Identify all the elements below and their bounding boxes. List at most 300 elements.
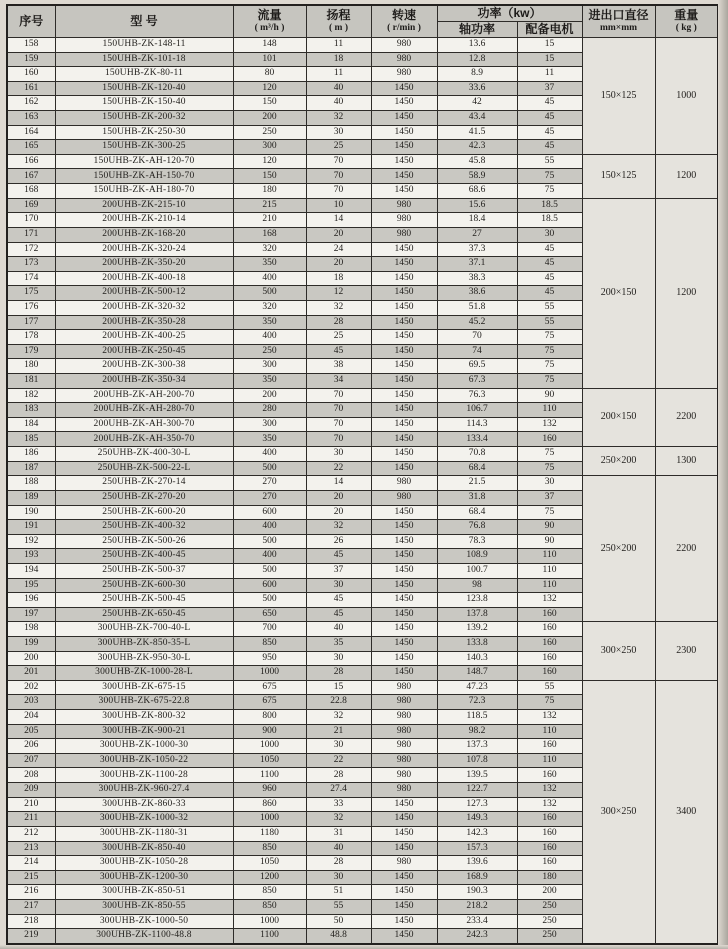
- model-cell: 300UHB-ZK-1050-28: [55, 856, 233, 871]
- speed-cell: 1450: [371, 242, 437, 257]
- motor-cell: 15: [517, 38, 582, 53]
- model-cell: 300UHB-ZK-700-40-L: [55, 622, 233, 637]
- serial-cell: 171: [7, 227, 55, 242]
- shaft-power-cell: 45.2: [437, 315, 517, 330]
- serial-cell: 195: [7, 578, 55, 593]
- motor-cell: 11: [517, 67, 582, 82]
- head-cell: 26: [306, 534, 371, 549]
- serial-cell: 161: [7, 81, 55, 96]
- head-cell: 70: [306, 154, 371, 169]
- speed-cell: 980: [371, 680, 437, 695]
- serial-cell: 162: [7, 96, 55, 111]
- shaft-power-cell: 31.8: [437, 490, 517, 505]
- flow-cell: 700: [233, 622, 306, 637]
- shaft-power-cell: 76.3: [437, 388, 517, 403]
- weight-cell: 3400: [655, 680, 718, 944]
- model-cell: 300UHB-ZK-950-30-L: [55, 651, 233, 666]
- speed-cell: 980: [371, 67, 437, 82]
- motor-cell: 160: [517, 432, 582, 447]
- speed-cell: 1450: [371, 96, 437, 111]
- head-cell: 33: [306, 797, 371, 812]
- model-cell: 200UHB-ZK-AH-300-70: [55, 417, 233, 432]
- motor-cell: 18.5: [517, 198, 582, 213]
- scan-page-edge-right: [718, 0, 728, 949]
- flow-cell: 200: [233, 111, 306, 126]
- speed-cell: 1450: [371, 812, 437, 827]
- diameter-cell: 150×125: [582, 154, 655, 198]
- flow-cell: 150: [233, 169, 306, 184]
- flow-cell: 120: [233, 154, 306, 169]
- serial-cell: 208: [7, 768, 55, 783]
- shaft-power-cell: 47.23: [437, 680, 517, 695]
- motor-cell: 15: [517, 52, 582, 67]
- head-cell: 11: [306, 67, 371, 82]
- flow-cell: 250: [233, 344, 306, 359]
- shaft-power-cell: 27: [437, 227, 517, 242]
- flow-cell: 960: [233, 783, 306, 798]
- motor-cell: 45: [517, 140, 582, 155]
- serial-cell: 215: [7, 870, 55, 885]
- header-diameter-unit: mm×mm: [599, 23, 638, 34]
- head-cell: 12: [306, 286, 371, 301]
- header-speed-unit: ( r/min ): [387, 23, 421, 34]
- speed-cell: 1450: [371, 826, 437, 841]
- serial-cell: 217: [7, 899, 55, 914]
- header-serial: 序号: [7, 5, 55, 38]
- motor-cell: 90: [517, 534, 582, 549]
- head-cell: 11: [306, 38, 371, 53]
- flow-cell: 950: [233, 651, 306, 666]
- flow-cell: 1000: [233, 666, 306, 681]
- speed-cell: 1450: [371, 286, 437, 301]
- header-flow-unit: ( m³/h ): [254, 23, 285, 34]
- model-cell: 200UHB-ZK-215-10: [55, 198, 233, 213]
- head-cell: 14: [306, 213, 371, 228]
- shaft-power-cell: 123.8: [437, 593, 517, 608]
- speed-cell: 1450: [371, 841, 437, 856]
- serial-cell: 202: [7, 680, 55, 695]
- flow-cell: 350: [233, 315, 306, 330]
- speed-cell: 1450: [371, 636, 437, 651]
- serial-cell: 164: [7, 125, 55, 140]
- shaft-power-cell: 74: [437, 344, 517, 359]
- motor-cell: 250: [517, 914, 582, 929]
- flow-cell: 500: [233, 563, 306, 578]
- motor-cell: 110: [517, 403, 582, 418]
- model-cell: 150UHB-ZK-120-40: [55, 81, 233, 96]
- speed-cell: 1450: [371, 344, 437, 359]
- speed-cell: 980: [371, 695, 437, 710]
- model-cell: 250UHB-ZK-500-26: [55, 534, 233, 549]
- flow-cell: 500: [233, 286, 306, 301]
- model-cell: 300UHB-ZK-1000-28-L: [55, 666, 233, 681]
- shaft-power-cell: 108.9: [437, 549, 517, 564]
- speed-cell: 980: [371, 783, 437, 798]
- shaft-power-cell: 114.3: [437, 417, 517, 432]
- model-cell: 300UHB-ZK-675-22.8: [55, 695, 233, 710]
- flow-cell: 860: [233, 797, 306, 812]
- shaft-power-cell: 168.9: [437, 870, 517, 885]
- flow-cell: 850: [233, 841, 306, 856]
- shaft-power-cell: 139.6: [437, 856, 517, 871]
- header-weight-unit: ( kg ): [675, 23, 697, 34]
- shaft-power-cell: 190.3: [437, 885, 517, 900]
- table-row: [7, 388, 718, 403]
- speed-cell: 980: [371, 52, 437, 67]
- serial-cell: 201: [7, 666, 55, 681]
- shaft-power-cell: 58.9: [437, 169, 517, 184]
- head-cell: 30: [306, 739, 371, 754]
- shaft-power-cell: 68.4: [437, 461, 517, 476]
- flow-cell: 350: [233, 432, 306, 447]
- head-cell: 20: [306, 257, 371, 272]
- model-cell: 150UHB-ZK-80-11: [55, 67, 233, 82]
- model-cell: 300UHB-ZK-1000-30: [55, 739, 233, 754]
- serial-cell: 188: [7, 476, 55, 491]
- shaft-power-cell: 78.3: [437, 534, 517, 549]
- speed-cell: 1450: [371, 885, 437, 900]
- motor-cell: 132: [517, 783, 582, 798]
- model-cell: 200UHB-ZK-320-32: [55, 300, 233, 315]
- flow-cell: 500: [233, 593, 306, 608]
- shaft-power-cell: 148.7: [437, 666, 517, 681]
- serial-cell: 214: [7, 856, 55, 871]
- shaft-power-cell: 38.6: [437, 286, 517, 301]
- weight-cell: 2200: [655, 476, 718, 622]
- model-cell: 200UHB-ZK-168-20: [55, 227, 233, 242]
- serial-cell: 210: [7, 797, 55, 812]
- head-cell: 70: [306, 184, 371, 199]
- serial-cell: 184: [7, 417, 55, 432]
- header-model: 型 号: [55, 5, 233, 38]
- motor-cell: 75: [517, 461, 582, 476]
- shaft-power-cell: 8.9: [437, 67, 517, 82]
- head-cell: 28: [306, 768, 371, 783]
- motor-cell: 75: [517, 330, 582, 345]
- serial-cell: 203: [7, 695, 55, 710]
- model-cell: 150UHB-ZK-150-40: [55, 96, 233, 111]
- shaft-power-cell: 33.6: [437, 81, 517, 96]
- speed-cell: 980: [371, 227, 437, 242]
- speed-cell: 1450: [371, 184, 437, 199]
- speed-cell: 1450: [371, 899, 437, 914]
- shaft-power-cell: 118.5: [437, 710, 517, 725]
- flow-cell: 400: [233, 549, 306, 564]
- table-row: [7, 622, 718, 637]
- serial-cell: 178: [7, 330, 55, 345]
- serial-cell: 204: [7, 710, 55, 725]
- speed-cell: 1450: [371, 271, 437, 286]
- serial-cell: 193: [7, 549, 55, 564]
- flow-cell: 1000: [233, 812, 306, 827]
- serial-cell: 159: [7, 52, 55, 67]
- motor-cell: 180: [517, 870, 582, 885]
- model-cell: 250UHB-ZK-600-20: [55, 505, 233, 520]
- weight-cell: 1200: [655, 154, 718, 198]
- head-cell: 32: [306, 710, 371, 725]
- speed-cell: 1450: [371, 403, 437, 418]
- head-cell: 30: [306, 447, 371, 462]
- motor-cell: 37: [517, 490, 582, 505]
- head-cell: 18: [306, 52, 371, 67]
- motor-cell: 160: [517, 812, 582, 827]
- speed-cell: 1450: [371, 388, 437, 403]
- model-cell: 200UHB-ZK-250-45: [55, 344, 233, 359]
- motor-cell: 160: [517, 826, 582, 841]
- speed-cell: 1450: [371, 797, 437, 812]
- motor-cell: 45: [517, 125, 582, 140]
- serial-cell: 182: [7, 388, 55, 403]
- table-header: [7, 5, 718, 38]
- serial-cell: 173: [7, 257, 55, 272]
- model-cell: 150UHB-ZK-148-11: [55, 38, 233, 53]
- motor-cell: 160: [517, 636, 582, 651]
- serial-cell: 183: [7, 403, 55, 418]
- flow-cell: 270: [233, 490, 306, 505]
- shaft-power-cell: 98.2: [437, 724, 517, 739]
- flow-cell: 215: [233, 198, 306, 213]
- model-cell: 150UHB-ZK-200-32: [55, 111, 233, 126]
- model-cell: 250UHB-ZK-400-32: [55, 520, 233, 535]
- motor-cell: 37: [517, 81, 582, 96]
- flow-cell: 600: [233, 505, 306, 520]
- flow-cell: 400: [233, 520, 306, 535]
- header-speed: [371, 5, 437, 38]
- head-cell: 40: [306, 622, 371, 637]
- motor-cell: 160: [517, 856, 582, 871]
- flow-cell: 1100: [233, 768, 306, 783]
- flow-cell: 1000: [233, 739, 306, 754]
- head-cell: 21: [306, 724, 371, 739]
- flow-cell: 200: [233, 388, 306, 403]
- diameter-cell: 250×200: [582, 447, 655, 476]
- shaft-power-cell: 45.8: [437, 154, 517, 169]
- serial-cell: 172: [7, 242, 55, 257]
- flow-cell: 1100: [233, 929, 306, 944]
- speed-cell: 1450: [371, 447, 437, 462]
- speed-cell: 980: [371, 213, 437, 228]
- shaft-power-cell: 72.3: [437, 695, 517, 710]
- weight-cell: 2200: [655, 388, 718, 446]
- head-cell: 70: [306, 417, 371, 432]
- head-cell: 15: [306, 680, 371, 695]
- shaft-power-cell: 12.8: [437, 52, 517, 67]
- shaft-power-cell: 122.7: [437, 783, 517, 798]
- serial-cell: 185: [7, 432, 55, 447]
- head-cell: 22: [306, 461, 371, 476]
- scan-page-edge-bottom: [0, 945, 728, 949]
- model-cell: 300UHB-ZK-675-15: [55, 680, 233, 695]
- flow-cell: 1180: [233, 826, 306, 841]
- motor-cell: 250: [517, 929, 582, 944]
- header-flow: [233, 5, 306, 38]
- serial-cell: 186: [7, 447, 55, 462]
- motor-cell: 45: [517, 271, 582, 286]
- diameter-cell: 150×125: [582, 38, 655, 155]
- model-cell: 150UHB-ZK-300-25: [55, 140, 233, 155]
- head-cell: 25: [306, 140, 371, 155]
- speed-cell: 1450: [371, 520, 437, 535]
- serial-cell: 206: [7, 739, 55, 754]
- header-flow-label: 流量: [257, 8, 282, 23]
- speed-cell: 1450: [371, 315, 437, 330]
- diameter-cell: 300×250: [582, 680, 655, 944]
- shaft-power-cell: 76.8: [437, 520, 517, 535]
- head-cell: 14: [306, 476, 371, 491]
- shaft-power-cell: 140.3: [437, 651, 517, 666]
- shaft-power-cell: 98: [437, 578, 517, 593]
- model-cell: 200UHB-ZK-AH-350-70: [55, 432, 233, 447]
- motor-cell: 30: [517, 476, 582, 491]
- model-cell: 250UHB-ZK-650-45: [55, 607, 233, 622]
- motor-cell: 132: [517, 797, 582, 812]
- head-cell: 55: [306, 899, 371, 914]
- head-cell: 28: [306, 315, 371, 330]
- shaft-power-cell: 43.4: [437, 111, 517, 126]
- flow-cell: 1000: [233, 914, 306, 929]
- weight-cell: 1200: [655, 198, 718, 388]
- serial-cell: 213: [7, 841, 55, 856]
- speed-cell: 1450: [371, 330, 437, 345]
- shaft-power-cell: 69.5: [437, 359, 517, 374]
- head-cell: 40: [306, 96, 371, 111]
- head-cell: 31: [306, 826, 371, 841]
- head-cell: 45: [306, 549, 371, 564]
- flow-cell: 180: [233, 184, 306, 199]
- motor-cell: 75: [517, 359, 582, 374]
- shaft-power-cell: 149.3: [437, 812, 517, 827]
- header-motor: 配备电机: [517, 22, 582, 38]
- table-body: [7, 38, 718, 945]
- header-head-unit: ( m ): [329, 23, 348, 34]
- serial-cell: 194: [7, 563, 55, 578]
- motor-cell: 132: [517, 417, 582, 432]
- model-cell: 300UHB-ZK-1000-32: [55, 812, 233, 827]
- flow-cell: 210: [233, 213, 306, 228]
- flow-cell: 1050: [233, 753, 306, 768]
- head-cell: 37: [306, 563, 371, 578]
- flow-cell: 168: [233, 227, 306, 242]
- motor-cell: 132: [517, 710, 582, 725]
- head-cell: 22.8: [306, 695, 371, 710]
- head-cell: 32: [306, 812, 371, 827]
- model-cell: 200UHB-ZK-AH-200-70: [55, 388, 233, 403]
- model-cell: 200UHB-ZK-500-12: [55, 286, 233, 301]
- head-cell: 10: [306, 198, 371, 213]
- head-cell: 30: [306, 578, 371, 593]
- speed-cell: 1450: [371, 563, 437, 578]
- serial-cell: 209: [7, 783, 55, 798]
- model-cell: 300UHB-ZK-860-33: [55, 797, 233, 812]
- head-cell: 48.8: [306, 929, 371, 944]
- shaft-power-cell: 107.8: [437, 753, 517, 768]
- motor-cell: 132: [517, 593, 582, 608]
- flow-cell: 300: [233, 140, 306, 155]
- flow-cell: 148: [233, 38, 306, 53]
- model-cell: 250UHB-ZK-400-30-L: [55, 447, 233, 462]
- model-cell: 200UHB-ZK-AH-280-70: [55, 403, 233, 418]
- flow-cell: 250: [233, 125, 306, 140]
- model-cell: 150UHB-ZK-AH-180-70: [55, 184, 233, 199]
- motor-cell: 75: [517, 505, 582, 520]
- model-cell: 300UHB-ZK-850-55: [55, 899, 233, 914]
- shaft-power-cell: 137.8: [437, 607, 517, 622]
- shaft-power-cell: 13.6: [437, 38, 517, 53]
- head-cell: 34: [306, 374, 371, 389]
- shaft-power-cell: 21.5: [437, 476, 517, 491]
- model-cell: 200UHB-ZK-320-24: [55, 242, 233, 257]
- motor-cell: 45: [517, 96, 582, 111]
- diameter-cell: 250×200: [582, 476, 655, 622]
- motor-cell: 45: [517, 286, 582, 301]
- speed-cell: 980: [371, 768, 437, 783]
- serial-cell: 207: [7, 753, 55, 768]
- flow-cell: 1200: [233, 870, 306, 885]
- shaft-power-cell: 233.4: [437, 914, 517, 929]
- serial-cell: 212: [7, 826, 55, 841]
- flow-cell: 1050: [233, 856, 306, 871]
- head-cell: 70: [306, 169, 371, 184]
- speed-cell: 1450: [371, 81, 437, 96]
- model-cell: 250UHB-ZK-270-14: [55, 476, 233, 491]
- motor-cell: 75: [517, 169, 582, 184]
- motor-cell: 55: [517, 315, 582, 330]
- flow-cell: 350: [233, 374, 306, 389]
- serial-cell: 187: [7, 461, 55, 476]
- serial-cell: 211: [7, 812, 55, 827]
- motor-cell: 75: [517, 695, 582, 710]
- shaft-power-cell: 51.8: [437, 300, 517, 315]
- motor-cell: 18.5: [517, 213, 582, 228]
- shaft-power-cell: 41.5: [437, 125, 517, 140]
- motor-cell: 200: [517, 885, 582, 900]
- weight-cell: 2300: [655, 622, 718, 680]
- weight-cell: 1000: [655, 38, 718, 155]
- header-power-group: 功率（kw）: [437, 5, 582, 22]
- shaft-power-cell: 37.1: [437, 257, 517, 272]
- model-cell: 250UHB-ZK-600-30: [55, 578, 233, 593]
- flow-cell: 320: [233, 242, 306, 257]
- flow-cell: 800: [233, 710, 306, 725]
- speed-cell: 1450: [371, 666, 437, 681]
- motor-cell: 110: [517, 563, 582, 578]
- head-cell: 24: [306, 242, 371, 257]
- flow-cell: 300: [233, 417, 306, 432]
- speed-cell: 1450: [371, 929, 437, 944]
- speed-cell: 1450: [371, 534, 437, 549]
- diameter-cell: 200×150: [582, 388, 655, 446]
- flow-cell: 80: [233, 67, 306, 82]
- model-cell: 300UHB-ZK-1200-30: [55, 870, 233, 885]
- model-cell: 300UHB-ZK-800-32: [55, 710, 233, 725]
- model-cell: 300UHB-ZK-1050-22: [55, 753, 233, 768]
- motor-cell: 250: [517, 899, 582, 914]
- head-cell: 28: [306, 666, 371, 681]
- head-cell: 70: [306, 432, 371, 447]
- speed-cell: 1450: [371, 651, 437, 666]
- serial-cell: 158: [7, 38, 55, 53]
- shaft-power-cell: 37.3: [437, 242, 517, 257]
- serial-cell: 205: [7, 724, 55, 739]
- header-weight: [655, 5, 718, 38]
- speed-cell: 980: [371, 753, 437, 768]
- flow-cell: 300: [233, 359, 306, 374]
- model-cell: 200UHB-ZK-400-25: [55, 330, 233, 345]
- speed-cell: 1450: [371, 111, 437, 126]
- speed-cell: 1450: [371, 374, 437, 389]
- model-cell: 300UHB-ZK-850-40: [55, 841, 233, 856]
- model-cell: 300UHB-ZK-1000-50: [55, 914, 233, 929]
